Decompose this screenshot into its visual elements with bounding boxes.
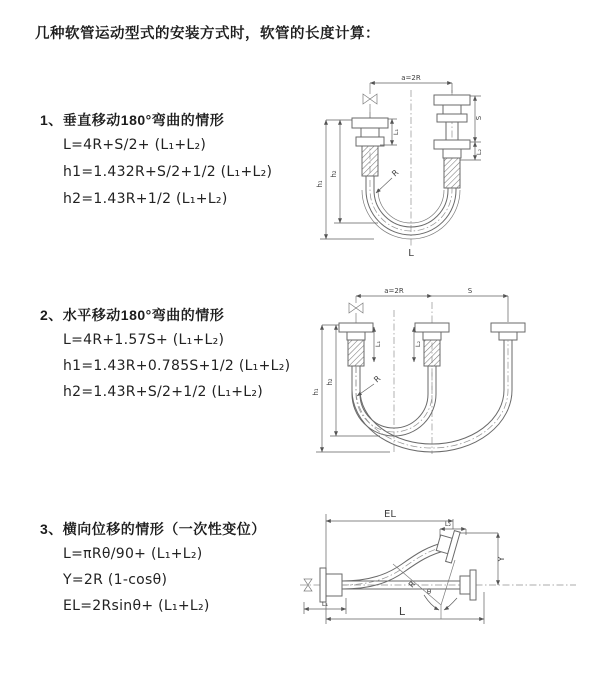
valve-icon bbox=[363, 83, 377, 118]
right-flange bbox=[491, 323, 525, 340]
diagram-lateral-displacement bbox=[298, 502, 598, 657]
label-a2r: a=2R bbox=[384, 287, 404, 295]
theta-angle bbox=[424, 588, 457, 610]
label-el: EL bbox=[384, 509, 396, 520]
label-s: S bbox=[467, 287, 473, 295]
dimension-l bbox=[326, 592, 484, 624]
label-h1: h₁ bbox=[316, 180, 324, 188]
dimension-a2r bbox=[356, 287, 432, 296]
braid-section bbox=[444, 158, 460, 188]
hose-displaced-position bbox=[342, 527, 460, 589]
section1-formula-h1: h1=1.432R+S/2+1/2 (L₁+L₂) bbox=[63, 164, 273, 180]
label-l2: L₂ bbox=[414, 340, 422, 348]
label-l: L bbox=[398, 605, 406, 618]
section2-heading: 2、水平移动180°弯曲的情形 bbox=[40, 307, 225, 323]
section1-formula-L: L=4R+S/2+ (L₁+L₂) bbox=[63, 137, 207, 153]
section3-heading: 3、横向位移的情形（一次性变位） bbox=[40, 521, 266, 537]
dimension-l1 bbox=[374, 327, 382, 362]
label-a2r: a=2R bbox=[401, 74, 421, 82]
label-l2: L₂ bbox=[444, 520, 452, 528]
radius-pointer bbox=[357, 374, 383, 396]
section3-formula-L: L=πRθ/90+ (L₁+L₂) bbox=[63, 546, 203, 562]
label-l1: L₁ bbox=[392, 128, 400, 136]
label-l1: L₁ bbox=[321, 600, 329, 608]
left-flange bbox=[320, 568, 342, 602]
label-r: R bbox=[372, 373, 383, 385]
section3-formula-EL: EL=2Rsinθ+ (L₁+L₂) bbox=[63, 598, 210, 614]
section2-formula-L: L=4R+1.57S+ (L₁+L₂) bbox=[63, 332, 225, 348]
section1-heading: 1、垂直移动180°弯曲的情形 bbox=[40, 112, 225, 128]
section2-formula-h2: h2=1.43R+S/2+1/2 (L₁+L₂) bbox=[63, 384, 264, 400]
label-s: S bbox=[475, 115, 483, 121]
right-flange-lower bbox=[434, 140, 470, 188]
label-h1: h₁ bbox=[312, 388, 320, 396]
label-l: L bbox=[408, 248, 414, 259]
left-flange bbox=[339, 323, 373, 366]
label-r: R bbox=[406, 579, 418, 590]
radius-pointer bbox=[376, 168, 401, 193]
label-l2: L₂ bbox=[475, 148, 483, 156]
dimension-s bbox=[432, 287, 508, 322]
diagram-horizontal-180-bend bbox=[308, 282, 598, 462]
label-r: R bbox=[390, 167, 401, 179]
braid-section bbox=[348, 340, 364, 366]
label-h2: h₂ bbox=[330, 170, 338, 178]
dimension-s bbox=[470, 96, 483, 142]
page-title: 几种软管运动型式的安装方式时，软管的长度计算： bbox=[35, 26, 380, 42]
label-theta: θ bbox=[426, 588, 432, 596]
braid-section bbox=[424, 340, 440, 366]
label-h2: h₂ bbox=[326, 378, 334, 386]
dimension-l1 bbox=[304, 598, 346, 614]
section3-formula-Y: Y=2R (1-cosθ) bbox=[63, 572, 168, 588]
valve-icon bbox=[349, 296, 363, 323]
section2-formula-h1: h1=1.43R+0.785S+1/2 (L₁+L₂) bbox=[63, 358, 291, 374]
label-l1: L₁ bbox=[374, 340, 382, 348]
diagram-vertical-180-bend bbox=[312, 72, 592, 264]
braid-section bbox=[362, 146, 378, 176]
section1-formula-h2: h2=1.43R+1/2 (L₁+L₂) bbox=[63, 191, 228, 207]
left-flange bbox=[352, 118, 388, 176]
label-y: Y bbox=[497, 556, 506, 562]
upper-flange bbox=[434, 527, 460, 563]
